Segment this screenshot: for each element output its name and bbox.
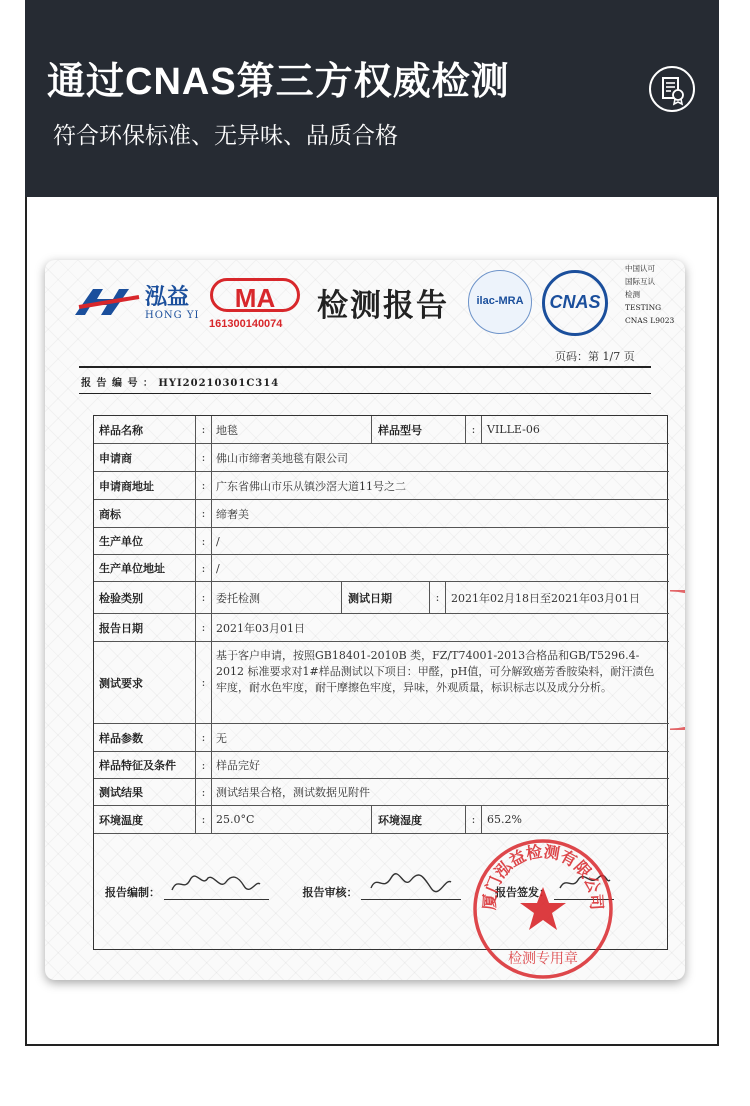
accreditation-info: [625, 262, 674, 327]
inspection-type-label: 检验类别: [94, 582, 196, 613]
cert-line: CNAS L9023: [625, 316, 675, 325]
banner-title: 通过CNAS第三方权威检测: [47, 61, 510, 103]
company-logo-en: HONG YI: [145, 310, 200, 321]
producer-address-value: /: [216, 561, 220, 575]
colon: :: [196, 444, 212, 471]
colon: :: [196, 416, 212, 443]
table-row: [94, 614, 669, 642]
colon: :: [196, 752, 212, 778]
colon: :: [196, 779, 212, 805]
sample-model-label: 样品型号: [372, 416, 466, 443]
params-value: 无: [216, 731, 227, 745]
colon: :: [196, 555, 212, 581]
colon: :: [196, 724, 212, 751]
stamp-bottom-text: 检测专用章: [508, 951, 578, 967]
sample-name-label: 样品名称: [94, 416, 196, 443]
result-value: 测试结果合格，测试数据见附件: [216, 786, 370, 799]
result-label: 测试结果: [94, 779, 196, 805]
brand-value: 缔奢美: [216, 507, 249, 521]
table-row: [94, 472, 669, 500]
compiler-label: 报告编制：: [105, 886, 160, 899]
ilac-label: ilac-MRA: [476, 295, 524, 307]
sample-model-value: VILLE-06: [487, 423, 540, 436]
params-label: 样品参数: [94, 724, 196, 751]
table-row: [94, 752, 669, 779]
table-row: [94, 779, 669, 806]
company-logo-name: 泓益: [145, 284, 190, 310]
colon: :: [196, 500, 212, 527]
requirement-value: 基于客户申请，按照GB18401-2010B 类，FZ/T74001-2013合格品和GB/T5296.4-2012 标准要求对1#样品测试以下项目：甲醛，pH值，可分解致癌芳香胺染料，耐汗渍色牢度，耐水色牢度，耐干摩擦色牢度，异味，外观质量，标识标志以及成分分析。: [216, 649, 655, 694]
sample-name-value: 地毯: [212, 416, 372, 443]
page-number: 页码：第 1/7 页: [555, 350, 635, 363]
colon: :: [196, 472, 212, 499]
colon: :: [196, 806, 212, 833]
producer-value: /: [216, 534, 220, 548]
report-number: 报 告 编 号 ： HYI20210301C314: [81, 378, 280, 389]
partial-stamp: [660, 590, 685, 730]
test-date-value: 2021年02月18日至2021年03月01日: [451, 591, 640, 605]
humidity-value: 65.2%: [487, 813, 522, 826]
condition-label: 样品特征及条件: [94, 752, 196, 778]
hongyi-logo-icon: [73, 283, 143, 327]
producer-address-label: 生产单位地址: [94, 555, 196, 581]
colon: :: [196, 582, 212, 613]
cert-line: 检测: [625, 290, 640, 299]
compiler-signature: [164, 870, 269, 900]
table-row: [94, 500, 669, 528]
applicant-address-value: 广东省佛山市乐从镇沙滘大道11号之二: [216, 479, 406, 493]
report-title: 检测报告: [317, 288, 449, 324]
brand-label: 商标: [94, 500, 196, 527]
table-row: [94, 555, 669, 582]
report-date-label: 报告日期: [94, 614, 196, 641]
cert-line: 中国认可: [625, 264, 655, 273]
cma-mark: MA: [210, 278, 300, 312]
condition-value: 样品完好: [216, 759, 260, 772]
colon: :: [196, 614, 212, 641]
official-stamp: [469, 835, 617, 980]
humidity-label: 环境湿度: [372, 806, 466, 833]
table-row: [94, 444, 669, 472]
applicant-label: 申请商: [94, 444, 196, 471]
table-row: [94, 724, 669, 752]
ilac-mra-logo: [468, 270, 532, 334]
reviewer-signature: [361, 870, 461, 900]
applicant-value: 佛山市缔奢美地毯有限公司: [216, 451, 348, 465]
producer-label: 生产单位: [94, 528, 196, 554]
colon: :: [466, 806, 482, 833]
requirement-label: 测试要求: [94, 642, 196, 723]
report-date-value: 2021年03月01日: [216, 621, 305, 635]
cnas-logo: [542, 270, 608, 336]
cma-number: 161300140074: [209, 318, 283, 330]
table-row: [94, 528, 669, 555]
header-banner: [25, 0, 719, 197]
table-row: [94, 642, 669, 724]
temperature-label: 环境温度: [94, 806, 196, 833]
cert-line: TESTING: [625, 303, 662, 312]
inspection-type-value: 委托检测: [212, 582, 342, 613]
banner-subtitle: 符合环保标准、无异味、品质合格: [53, 123, 398, 149]
colon: :: [466, 416, 482, 443]
certificate-icon: [649, 66, 695, 112]
divider: [79, 393, 651, 394]
colon: :: [430, 582, 446, 613]
colon: :: [196, 642, 212, 723]
cnas-label: CNAS: [549, 292, 601, 312]
test-report-document: [45, 260, 685, 980]
test-date-label: 测试日期: [342, 582, 430, 613]
colon: :: [196, 528, 212, 554]
stamp-text: 厦门泓益检测有限公司: [479, 841, 607, 911]
table-row: [94, 416, 669, 444]
applicant-address-label: 申请商地址: [94, 472, 196, 499]
reviewer-label: 报告审核：: [302, 886, 358, 899]
divider: [79, 366, 651, 368]
table-row: [94, 582, 669, 614]
table-row: [94, 806, 669, 834]
approver-label: 报告签发：: [495, 886, 551, 899]
temperature-value: 25.0°C: [212, 806, 372, 833]
cert-line: 国际互认: [625, 277, 655, 286]
